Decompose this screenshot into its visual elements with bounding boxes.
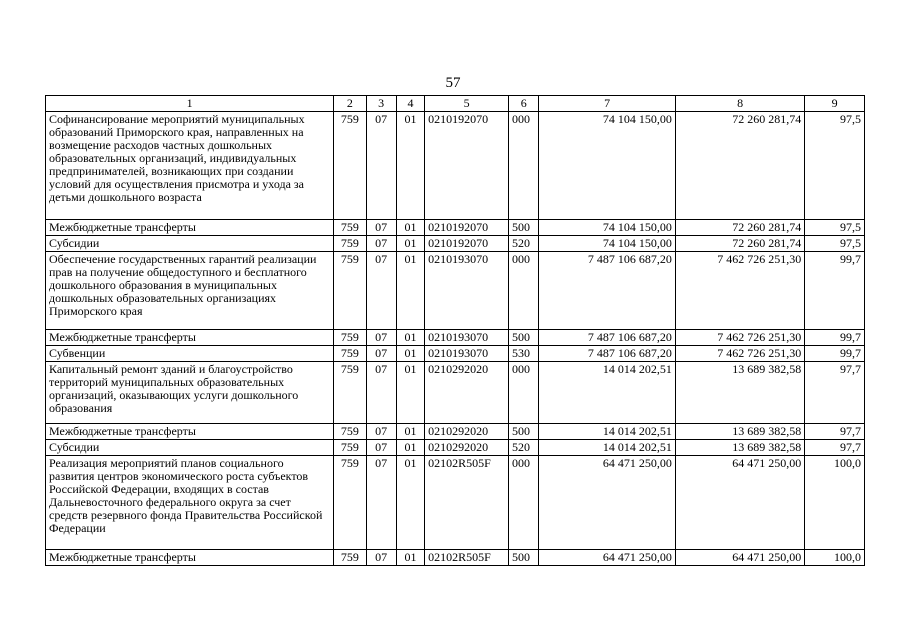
section-code: 07 <box>366 330 396 346</box>
expense-type-code: 500 <box>509 550 539 566</box>
expense-type-code: 000 <box>509 252 539 330</box>
executed-amount: 13 689 382,58 <box>675 440 804 456</box>
section-code: 07 <box>366 550 396 566</box>
executed-amount: 64 471 250,00 <box>675 456 804 550</box>
section-code: 07 <box>366 456 396 550</box>
executed-amount: 72 260 281,74 <box>675 236 804 252</box>
subsection-code: 01 <box>396 112 424 220</box>
budget-table <box>45 95 865 566</box>
expense-type-code: 500 <box>509 424 539 440</box>
column-header: 4 <box>396 96 424 112</box>
column-header: 1 <box>46 96 334 112</box>
execution-percent: 100,0 <box>805 550 865 566</box>
row-description: Обеспечение государственных гарантий реализации прав на получение общедоступного и бесплатного дошкольного образования в муниципальных дошкольных образовательных организациях Приморского края <box>46 252 334 330</box>
section-code: 07 <box>366 252 396 330</box>
target-article-code: 0210192070 <box>425 236 509 252</box>
execution-percent: 99,7 <box>805 346 865 362</box>
planned-amount: 7 487 106 687,20 <box>539 346 676 362</box>
planned-amount: 14 014 202,51 <box>539 440 676 456</box>
ministry-code: 759 <box>334 346 366 362</box>
executed-amount: 7 462 726 251,30 <box>675 252 804 330</box>
execution-percent: 97,7 <box>805 362 865 424</box>
table-row <box>46 362 865 424</box>
target-article-code: 0210193070 <box>425 252 509 330</box>
target-article-code: 0210292020 <box>425 362 509 424</box>
planned-amount: 14 014 202,51 <box>539 424 676 440</box>
target-article-code: 02102R505F <box>425 456 509 550</box>
planned-amount: 7 487 106 687,20 <box>539 252 676 330</box>
executed-amount: 64 471 250,00 <box>675 550 804 566</box>
row-description: Субвенции <box>46 346 334 362</box>
planned-amount: 74 104 150,00 <box>539 112 676 220</box>
execution-percent: 97,7 <box>805 440 865 456</box>
ministry-code: 759 <box>334 362 366 424</box>
ministry-code: 759 <box>334 424 366 440</box>
planned-amount: 74 104 150,00 <box>539 236 676 252</box>
ministry-code: 759 <box>334 236 366 252</box>
execution-percent: 97,7 <box>805 424 865 440</box>
column-header: 2 <box>334 96 366 112</box>
expense-type-code: 000 <box>509 362 539 424</box>
executed-amount: 7 462 726 251,30 <box>675 346 804 362</box>
row-description: Межбюджетные трансферты <box>46 330 334 346</box>
subsection-code: 01 <box>396 550 424 566</box>
table-row <box>46 456 865 550</box>
section-code: 07 <box>366 346 396 362</box>
row-description: Межбюджетные трансферты <box>46 424 334 440</box>
row-description: Реализация мероприятий планов социального развития центров экономического роста субъектов Российской Федерации, входящих в состав Дальневосточного федерального округа за счет средств резервного фонда Правительства Российской Федерации <box>46 456 334 550</box>
execution-percent: 99,7 <box>805 252 865 330</box>
target-article-code: 0210193070 <box>425 330 509 346</box>
expense-type-code: 000 <box>509 112 539 220</box>
execution-percent: 97,5 <box>805 220 865 236</box>
table-row <box>46 424 865 440</box>
table-row <box>46 112 865 220</box>
target-article-code: 0210192070 <box>425 220 509 236</box>
column-header: 5 <box>425 96 509 112</box>
section-code: 07 <box>366 236 396 252</box>
column-header: 8 <box>675 96 804 112</box>
executed-amount: 13 689 382,58 <box>675 424 804 440</box>
executed-amount: 72 260 281,74 <box>675 220 804 236</box>
subsection-code: 01 <box>396 346 424 362</box>
row-description: Межбюджетные трансферты <box>46 220 334 236</box>
expense-type-code: 000 <box>509 456 539 550</box>
target-article-code: 0210192070 <box>425 112 509 220</box>
page-number: 57 <box>445 75 461 91</box>
ministry-code: 759 <box>334 330 366 346</box>
row-description: Капитальный ремонт зданий и благоустройство территорий муниципальных образовательных организаций, оказывающих услуги дошкольного образования <box>46 362 334 424</box>
subsection-code: 01 <box>396 220 424 236</box>
ministry-code: 759 <box>334 550 366 566</box>
executed-amount: 72 260 281,74 <box>675 112 804 220</box>
table-row <box>46 236 865 252</box>
ministry-code: 759 <box>334 252 366 330</box>
planned-amount: 64 471 250,00 <box>539 456 676 550</box>
subsection-code: 01 <box>396 252 424 330</box>
column-header: 9 <box>805 96 865 112</box>
expense-type-code: 530 <box>509 346 539 362</box>
section-code: 07 <box>366 424 396 440</box>
target-article-code: 0210292020 <box>425 440 509 456</box>
target-article-code: 02102R505F <box>425 550 509 566</box>
planned-amount: 14 014 202,51 <box>539 362 676 424</box>
planned-amount: 74 104 150,00 <box>539 220 676 236</box>
ministry-code: 759 <box>334 112 366 220</box>
expense-type-code: 500 <box>509 220 539 236</box>
section-code: 07 <box>366 362 396 424</box>
subsection-code: 01 <box>396 330 424 346</box>
ministry-code: 759 <box>334 456 366 550</box>
row-description: Межбюджетные трансферты <box>46 550 334 566</box>
table-row <box>46 252 865 330</box>
table-row <box>46 550 865 566</box>
row-description: Субсидии <box>46 236 334 252</box>
table-row <box>46 220 865 236</box>
column-header: 7 <box>539 96 676 112</box>
section-code: 07 <box>366 112 396 220</box>
planned-amount: 7 487 106 687,20 <box>539 330 676 346</box>
execution-percent: 99,7 <box>805 330 865 346</box>
subsection-code: 01 <box>396 362 424 424</box>
table-row <box>46 330 865 346</box>
execution-percent: 97,5 <box>805 236 865 252</box>
planned-amount: 64 471 250,00 <box>539 550 676 566</box>
table-row <box>46 346 865 362</box>
target-article-code: 0210193070 <box>425 346 509 362</box>
expense-type-code: 520 <box>509 236 539 252</box>
row-description: Софинансирование мероприятий муниципальных образований Приморского края, направленных на возмещение расходов частных дошкольных образовательных организаций, индивидуальных предпринимателей, возникающих при создании условий для осуществления присмотра и ухода за детьми дошкольного возраста <box>46 112 334 220</box>
section-code: 07 <box>366 220 396 236</box>
table-row <box>46 440 865 456</box>
column-number-row <box>46 96 865 112</box>
subsection-code: 01 <box>396 424 424 440</box>
section-code: 07 <box>366 440 396 456</box>
executed-amount: 7 462 726 251,30 <box>675 330 804 346</box>
execution-percent: 100,0 <box>805 456 865 550</box>
expense-type-code: 500 <box>509 330 539 346</box>
ministry-code: 759 <box>334 220 366 236</box>
subsection-code: 01 <box>396 456 424 550</box>
expense-type-code: 520 <box>509 440 539 456</box>
executed-amount: 13 689 382,58 <box>675 362 804 424</box>
execution-percent: 97,5 <box>805 112 865 220</box>
subsection-code: 01 <box>396 440 424 456</box>
ministry-code: 759 <box>334 440 366 456</box>
row-description: Субсидии <box>46 440 334 456</box>
target-article-code: 0210292020 <box>425 424 509 440</box>
column-header: 3 <box>366 96 396 112</box>
subsection-code: 01 <box>396 236 424 252</box>
column-header: 6 <box>509 96 539 112</box>
